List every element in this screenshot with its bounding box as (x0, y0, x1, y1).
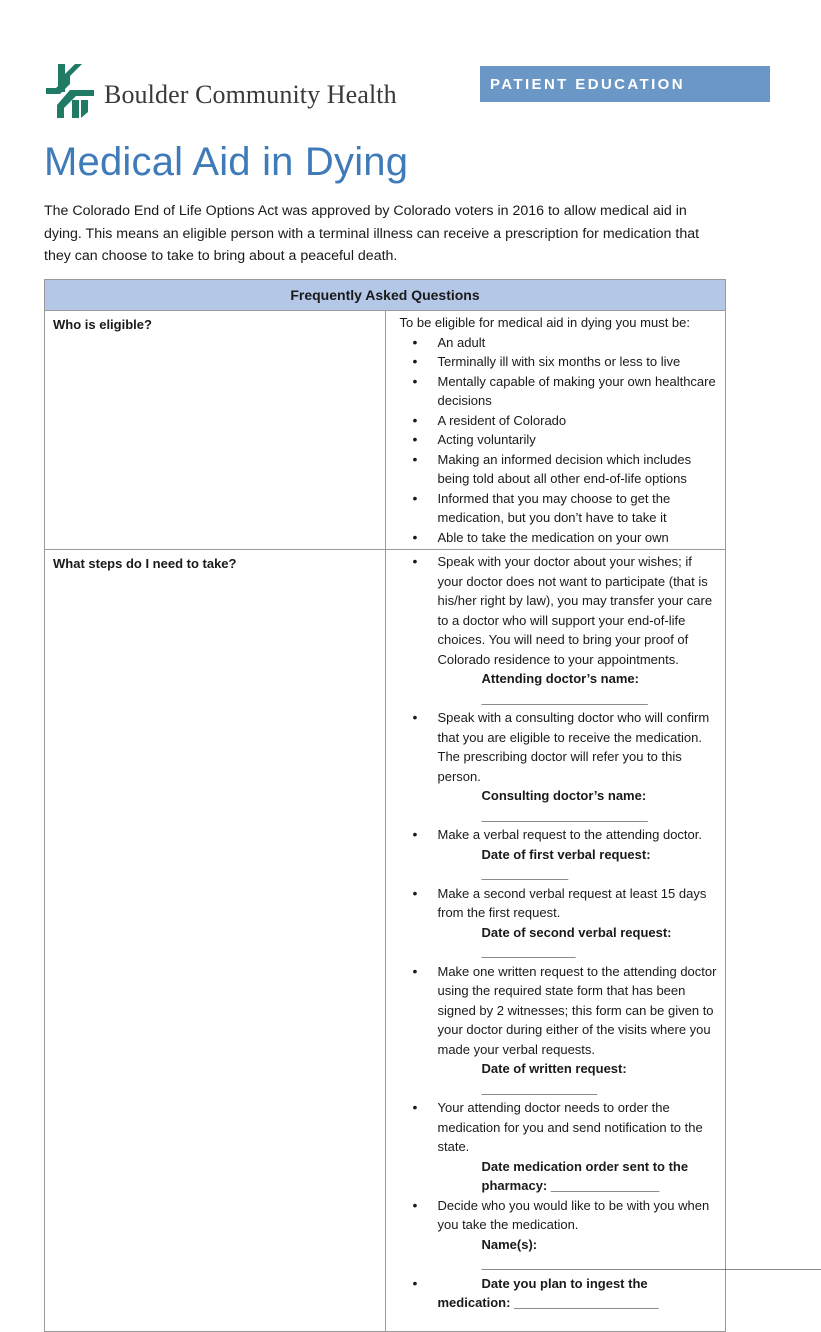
step-text: Decide who you would like to be with you when you take the medication. (437, 1197, 710, 1232)
answer-lead: To be eligible for medical aid in dying you must be: (399, 315, 690, 330)
step-text: Speak with a consulting doctor who will confirm that you are eligible to receive the medication. The prescribing doctor will refer you to this person. (437, 710, 710, 784)
list-item: • Making an informed decision which includes being told about all other end-of-life options (394, 450, 718, 489)
org-name: Boulder Community Health (104, 80, 397, 109)
list-item: • A resident of Colorado (394, 411, 718, 431)
step-item (394, 1274, 718, 1313)
form-field-names: Name(s): _______________________________________________ (481, 1236, 821, 1271)
list-item: • Mentally capable of making your own healthcare decisions (394, 372, 718, 411)
page-title: Medical Aid in Dying (44, 140, 409, 184)
step-text: Make one written request to the attending doctor using the required state form that has been signed by 2 witnesses; this form can be given to your doctor during either of the visits where you made your verbal requests. (437, 963, 717, 1057)
form-field-pharmacy-order-date: Date medication order sent to the pharmacy: _______________ (481, 1158, 689, 1193)
list-item: • Able to take the medication on your own (394, 528, 718, 548)
list-item: • An adult (394, 333, 718, 353)
step-text: Your attending doctor needs to order the medication for you and send notification to the state. (437, 1100, 703, 1154)
step-item (394, 962, 718, 1099)
question-label: What steps do I need to take? (45, 550, 386, 1332)
logo (44, 62, 397, 120)
step-text: Make a second verbal request at least 15 days from the first request. (437, 885, 707, 920)
list-item: • Terminally ill with six months or less to live (394, 352, 718, 372)
form-field-attending-doctor: Attending doctor’s name: _______________________ (481, 671, 648, 706)
faq-heading: Frequently Asked Questions (45, 280, 726, 311)
step-text: Speak with your doctor about your wishes; if your doctor does not want to participate (that is his/her right by law), you may transfer your care to a doctor who will support your end-of-life choices. You will need to bring your proof of Colorado residence to your appointments. (437, 554, 713, 667)
form-field-first-request-date: Date of first verbal request: ____________ (481, 846, 651, 881)
step-item (394, 825, 718, 884)
question-label: Who is eligible? (45, 311, 386, 550)
step-item (394, 884, 718, 962)
list-item: • Informed that you may choose to get the medication, but you don’t have to take it (394, 489, 718, 528)
form-field-second-request-date: Date of second verbal request: _____________ (481, 924, 672, 959)
step-item (394, 552, 718, 708)
faq-row-steps (45, 550, 726, 1332)
list-item: • Acting voluntarily (394, 430, 718, 450)
answer-cell (385, 550, 821, 1332)
form-field-consulting-doctor: Consulting doctor’s name: _______________________ (481, 788, 648, 823)
form-field-ingest-date: Date you plan to ingest the medication: ____________________ (437, 1275, 659, 1310)
step-item (394, 1196, 821, 1274)
step-item (394, 1098, 718, 1196)
faq-table (44, 279, 821, 1332)
faq-row-eligibility (45, 311, 726, 550)
answer-cell (385, 311, 726, 550)
form-field-written-request-date: Date of written request: ________________ (481, 1061, 627, 1096)
step-text: Make a verbal request to the attending doctor. (437, 827, 703, 842)
step-item (394, 708, 718, 825)
steps-list (394, 552, 821, 1313)
eligibility-list (394, 333, 718, 548)
intro-paragraph: The Colorado End of Life Options Act was approved by Colorado voters in 2016 to allow medical aid in dying. This means an eligible person with a terminal illness can receive a prescription for medication that they can choose to take to bring about a peaceful death. (44, 203, 700, 264)
patient-education-banner: PATIENT EDUCATION (480, 66, 770, 102)
bch-logo-icon (44, 62, 96, 120)
